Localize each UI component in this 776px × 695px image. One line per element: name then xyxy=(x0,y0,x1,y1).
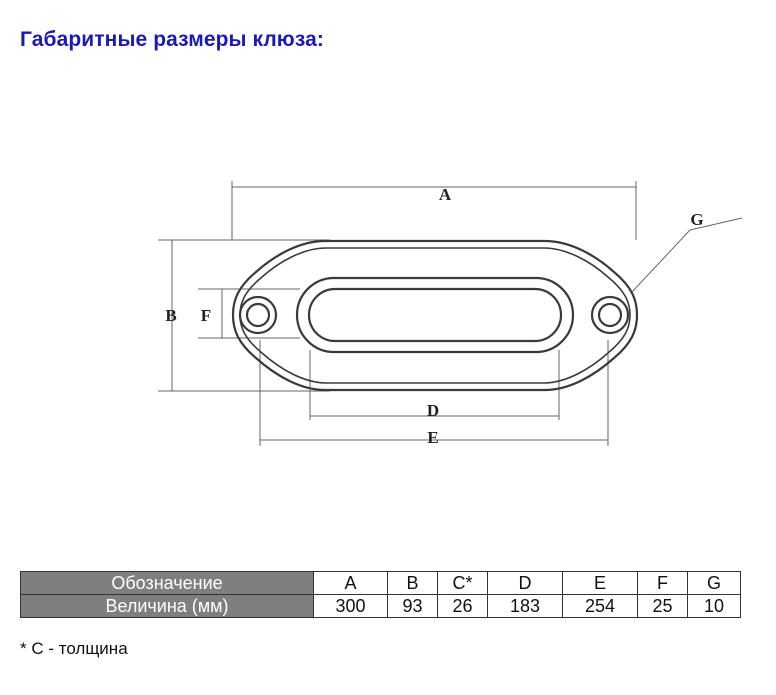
label-G: G xyxy=(690,210,704,229)
value-cell: 254 xyxy=(563,595,638,618)
table-row-symbols xyxy=(21,572,741,595)
label-E: E xyxy=(427,428,439,447)
value-cell: 300 xyxy=(314,595,388,618)
label-B: B xyxy=(165,306,177,325)
symbol-cell: C* xyxy=(438,572,488,595)
symbol-cell: D xyxy=(488,572,563,595)
value-cell: 10 xyxy=(688,595,741,618)
footnote: * С - толщина xyxy=(20,639,128,658)
page-title: Габаритные размеры клюза: xyxy=(20,28,324,51)
value-cell: 183 xyxy=(488,595,563,618)
value-cell: 25 xyxy=(638,595,688,618)
value-cell: 26 xyxy=(438,595,488,618)
symbol-cell: G xyxy=(688,572,741,595)
label-A: A xyxy=(438,185,452,204)
label-D: D xyxy=(426,401,440,420)
table-row-values xyxy=(21,595,741,618)
fairlead-outline xyxy=(233,241,637,390)
label-F: F xyxy=(200,306,212,325)
symbol-cell: B xyxy=(388,572,438,595)
header-label-cell: Обозначение xyxy=(21,572,314,595)
value-cell: 93 xyxy=(388,595,438,618)
value-label-cell: Величина (мм) xyxy=(21,595,314,618)
symbol-cell: E xyxy=(563,572,638,595)
symbol-cell: F xyxy=(638,572,688,595)
dimensions-table xyxy=(20,571,741,618)
symbol-cell: A xyxy=(314,572,388,595)
